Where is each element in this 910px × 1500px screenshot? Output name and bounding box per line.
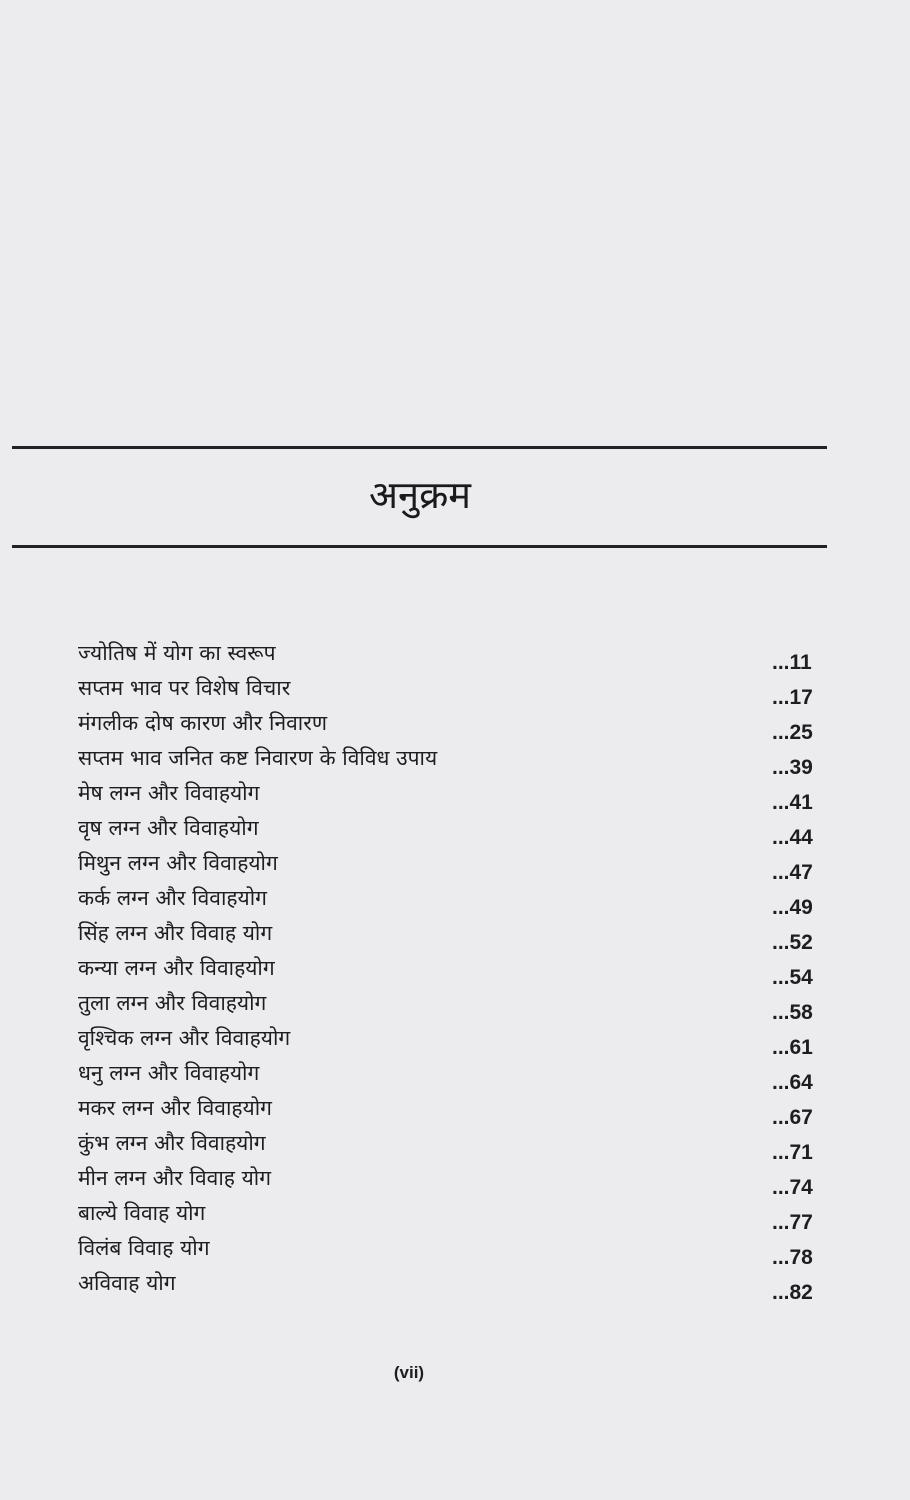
heading-bottom-rule [12, 545, 827, 548]
toc-entry [0, 1233, 910, 1268]
toc-entry-page: ...44 [772, 826, 813, 849]
toc-entry [0, 1058, 910, 1093]
toc-entry-page: ...61 [772, 1036, 813, 1059]
table-of-contents [0, 638, 910, 1303]
toc-entry [0, 1128, 910, 1163]
toc-entry-page: ...47 [772, 861, 813, 884]
toc-entry [0, 743, 910, 778]
toc-entry-page: ...49 [772, 896, 813, 919]
toc-entry-title: कन्या लग्न और विवाहयोग [78, 956, 275, 980]
toc-entry [0, 1023, 910, 1058]
toc-entry-title: मकर लग्न और विवाहयोग [78, 1096, 272, 1120]
toc-entry-page: ...71 [772, 1141, 813, 1164]
toc-entry-title: वृश्चिक लग्न और विवाहयोग [78, 1026, 291, 1050]
toc-entry [0, 918, 910, 953]
toc-entry-title: वृष लग्न और विवाहयोग [78, 816, 259, 840]
toc-entry-page: ...25 [772, 721, 813, 744]
toc-entry-title: मेष लग्न और विवाहयोग [78, 781, 260, 805]
toc-entry-title: मंगलीक दोष कारण और निवारण [78, 711, 328, 735]
toc-entry-page: ...17 [772, 686, 813, 709]
page-title: अनुक्रम [368, 473, 472, 517]
toc-entry-title: मीन लग्न और विवाह योग [78, 1166, 272, 1190]
toc-entry-title: सप्तम भाव जनित कष्ट निवारण के विविध उपाय [78, 746, 438, 770]
toc-entry-title: विलंब विवाह योग [78, 1236, 210, 1260]
toc-entry [0, 988, 910, 1023]
toc-entry-title: कर्क लग्न और विवाहयोग [78, 886, 267, 910]
toc-entry [0, 708, 910, 743]
toc-entry [0, 1163, 910, 1198]
toc-entry-title: धनु लग्न और विवाहयोग [78, 1061, 260, 1085]
heading-top-rule [12, 446, 827, 449]
toc-entry-page: ...74 [772, 1176, 813, 1199]
toc-entry-title: अविवाह योग [78, 1271, 176, 1295]
toc-entry-page: ...82 [772, 1281, 813, 1304]
toc-entry-page: ...77 [772, 1211, 813, 1234]
page-number: (vii) [393, 1363, 425, 1382]
toc-entry-page: ...67 [772, 1106, 813, 1129]
toc-entry [0, 638, 910, 673]
toc-entry [0, 848, 910, 883]
toc-entry-page: ...64 [772, 1071, 813, 1094]
toc-entry [0, 778, 910, 813]
toc-entry-page: ...41 [772, 791, 813, 814]
toc-entry [0, 883, 910, 918]
toc-entry-page: ...78 [772, 1246, 813, 1269]
toc-entry [0, 673, 910, 708]
toc-entry-title: तुला लग्न और विवाहयोग [78, 991, 267, 1015]
toc-entry-page: ...58 [772, 1001, 813, 1024]
toc-entry [0, 813, 910, 848]
toc-entry [0, 1268, 910, 1303]
toc-entry-title: बाल्ये विवाह योग [78, 1201, 206, 1225]
toc-entry-title: सप्तम भाव पर विशेष विचार [78, 676, 291, 700]
toc-entry-title: ज्योतिष में योग का स्वरूप [78, 641, 276, 665]
toc-entry-title: सिंह लग्न और विवाह योग [78, 921, 273, 945]
toc-entry-page: ...54 [772, 966, 813, 989]
toc-entry-title: कुंभ लग्न और विवाहयोग [78, 1131, 266, 1155]
toc-entry-title: मिथुन लग्न और विवाहयोग [78, 851, 278, 875]
toc-entry [0, 1198, 910, 1233]
toc-entry-page: ...52 [772, 931, 813, 954]
toc-entry-page: ...39 [772, 756, 813, 779]
toc-entry-page: ...11 [772, 651, 812, 674]
toc-entry [0, 1093, 910, 1128]
toc-entry [0, 953, 910, 988]
